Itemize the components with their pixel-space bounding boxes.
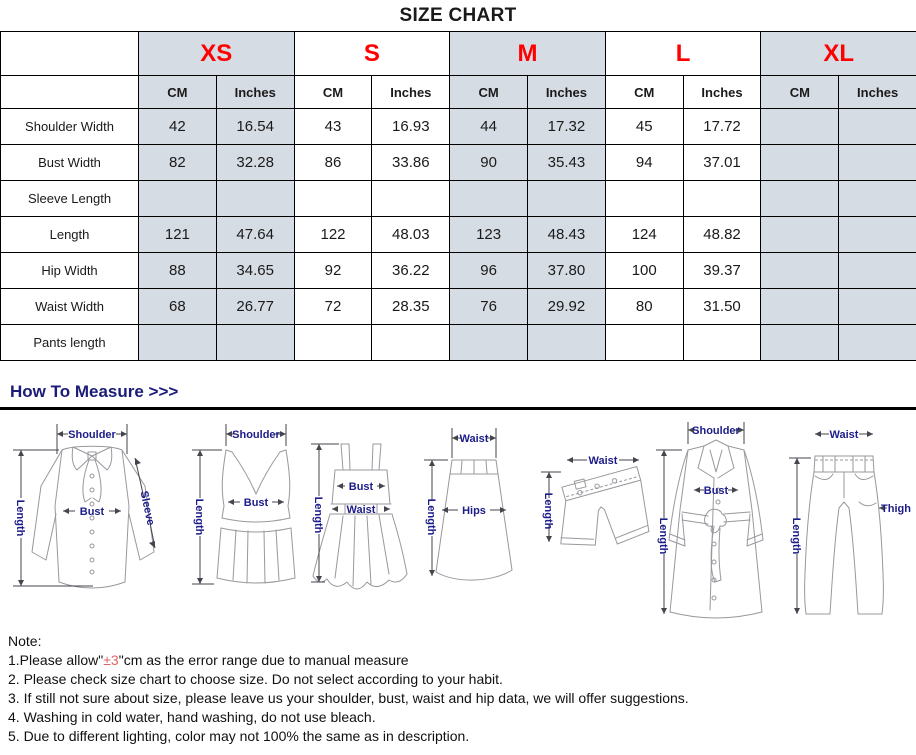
value-cell [605, 181, 683, 217]
value-cell [761, 253, 839, 289]
value-cell [294, 181, 372, 217]
page-title: SIZE CHART [0, 5, 916, 27]
measure-figure-skirt [418, 414, 530, 621]
measure-figure-pants [781, 414, 911, 629]
value-cell [216, 181, 294, 217]
unit-cell: Inches [683, 76, 761, 109]
size-header-m: M [450, 32, 606, 76]
value-cell: 123 [450, 217, 528, 253]
value-cell: 17.72 [683, 109, 761, 145]
value-cell [761, 289, 839, 325]
value-cell: 86 [294, 145, 372, 181]
note-line-5: 5. Due to different lighting, color may not 100% the same as in description. [8, 727, 916, 746]
table-row [1, 217, 916, 253]
value-cell: 37.80 [528, 253, 606, 289]
value-cell: 76 [450, 289, 528, 325]
value-cell: 47.64 [216, 217, 294, 253]
value-cell [761, 217, 839, 253]
value-cell [528, 181, 606, 217]
blouse-bust-label: Bust [80, 506, 105, 518]
note-1-pre: 1.Please allow" [8, 652, 103, 668]
note-1-post: "cm as the error range due to manual measure [119, 652, 409, 668]
coat-length-label: Length [657, 518, 669, 555]
value-cell [839, 145, 916, 181]
value-cell: 68 [139, 289, 217, 325]
value-cell [294, 325, 372, 361]
notes-section [0, 627, 916, 746]
row-label: Waist Width [1, 289, 139, 325]
tank-length-label: Length [193, 499, 205, 536]
row-label: Hip Width [1, 253, 139, 289]
value-cell: 122 [294, 217, 372, 253]
value-cell: 28.35 [372, 289, 450, 325]
table-row [1, 253, 916, 289]
corner-cell [1, 76, 139, 109]
value-cell: 43 [294, 109, 372, 145]
pants-length-label: Length [790, 518, 802, 555]
value-cell: 26.77 [216, 289, 294, 325]
measure-diagrams [0, 410, 916, 627]
row-label: Sleeve Length [1, 181, 139, 217]
pants-thigh-label: Thigh [881, 503, 911, 515]
value-cell: 16.54 [216, 109, 294, 145]
tank-bust-label: Bust [244, 497, 269, 509]
measure-figure-shorts [531, 414, 651, 621]
row-label: Shoulder Width [1, 109, 139, 145]
value-cell: 96 [450, 253, 528, 289]
value-cell: 44 [450, 109, 528, 145]
unit-cell: CM [294, 76, 372, 109]
value-cell: 39.37 [683, 253, 761, 289]
tank-shoulder-label: Shoulder [232, 429, 280, 441]
value-cell: 42 [139, 109, 217, 145]
note-line-1 [8, 651, 916, 670]
value-cell [450, 325, 528, 361]
unit-cell: Inches [528, 76, 606, 109]
note-line-2: 2. Please check size chart to choose size. Do not select according to your habit. [8, 670, 916, 689]
skirt-hips-label: Hips [462, 505, 486, 517]
dress-waist-label: Waist [347, 504, 376, 516]
size-header-s: S [294, 32, 450, 76]
note-line-4: 4. Washing in cold water, hand washing, do not use bleach. [8, 708, 916, 727]
value-cell: 80 [605, 289, 683, 325]
value-cell: 31.50 [683, 289, 761, 325]
table-row [1, 145, 916, 181]
value-cell: 34.65 [216, 253, 294, 289]
value-cell: 36.22 [372, 253, 450, 289]
shorts-length-label: Length [542, 493, 554, 530]
value-cell [839, 109, 916, 145]
measure-figure-slip-dress [305, 414, 417, 621]
value-cell: 35.43 [528, 145, 606, 181]
size-chart-table [0, 31, 916, 361]
value-cell: 124 [605, 217, 683, 253]
corner-cell [1, 32, 139, 76]
skirt-length-label: Length [425, 499, 437, 536]
pants-waist-label: Waist [830, 429, 859, 441]
size-header-xs: XS [139, 32, 295, 76]
value-cell [761, 145, 839, 181]
unit-cell: CM [450, 76, 528, 109]
value-cell: 48.03 [372, 217, 450, 253]
value-cell [839, 217, 916, 253]
value-cell: 37.01 [683, 145, 761, 181]
dress-length-label: Length [312, 497, 324, 534]
value-cell: 100 [605, 253, 683, 289]
value-cell: 88 [139, 253, 217, 289]
measure-figure-trench-coat [652, 414, 780, 629]
unit-cell: CM [139, 76, 217, 109]
measure-figure-blouse [5, 414, 183, 621]
table-row [1, 181, 916, 217]
value-cell: 72 [294, 289, 372, 325]
value-cell [683, 325, 761, 361]
size-header-row [1, 32, 916, 76]
unit-cell: Inches [372, 76, 450, 109]
skirt-waist-label: Waist [460, 433, 489, 445]
row-label: Length [1, 217, 139, 253]
blouse-shoulder-label: Shoulder [68, 429, 116, 441]
note-line-3: 3. If still not sure about size, please leave us your shoulder, bust, waist and hip data, we will offer suggestions. [8, 689, 916, 708]
value-cell: 90 [450, 145, 528, 181]
measure-figure-tank-top [184, 414, 304, 621]
value-cell [761, 109, 839, 145]
row-label: Pants length [1, 325, 139, 361]
value-cell [216, 325, 294, 361]
value-cell [372, 325, 450, 361]
value-cell: 29.92 [528, 289, 606, 325]
value-cell [761, 181, 839, 217]
size-header-xl: XL [761, 32, 916, 76]
unit-cell: CM [761, 76, 839, 109]
unit-cell: Inches [839, 76, 916, 109]
unit-cell: Inches [216, 76, 294, 109]
value-cell: 32.28 [216, 145, 294, 181]
how-to-measure-heading: How To Measure >>> [10, 382, 916, 402]
value-cell [605, 325, 683, 361]
table-row [1, 109, 916, 145]
shorts-waist-label: Waist [589, 455, 618, 467]
value-cell: 92 [294, 253, 372, 289]
value-cell [139, 181, 217, 217]
value-cell: 33.86 [372, 145, 450, 181]
size-header-l: L [605, 32, 761, 76]
value-cell [450, 181, 528, 217]
row-label: Bust Width [1, 145, 139, 181]
value-cell [761, 325, 839, 361]
value-cell [683, 181, 761, 217]
value-cell [839, 181, 916, 217]
value-cell [139, 325, 217, 361]
table-row [1, 325, 916, 361]
value-cell [839, 325, 916, 361]
blouse-sleeve-label: Sleeve [138, 490, 157, 527]
blouse-length-label: Length [14, 500, 26, 537]
table-row [1, 289, 916, 325]
value-cell [372, 181, 450, 217]
value-cell: 48.43 [528, 217, 606, 253]
unit-cell: CM [605, 76, 683, 109]
coat-shoulder-label: Shoulder [692, 425, 740, 437]
value-cell: 82 [139, 145, 217, 181]
notes-heading: Note: [8, 632, 916, 651]
value-cell: 45 [605, 109, 683, 145]
note-1-tolerance: ±3 [103, 652, 118, 668]
value-cell [528, 325, 606, 361]
value-cell [839, 289, 916, 325]
dress-bust-label: Bust [349, 481, 374, 493]
value-cell: 16.93 [372, 109, 450, 145]
value-cell: 48.82 [683, 217, 761, 253]
value-cell: 17.32 [528, 109, 606, 145]
unit-header-row [1, 76, 916, 109]
coat-bust-label: Bust [704, 485, 729, 497]
value-cell [839, 253, 916, 289]
value-cell: 94 [605, 145, 683, 181]
value-cell: 121 [139, 217, 217, 253]
